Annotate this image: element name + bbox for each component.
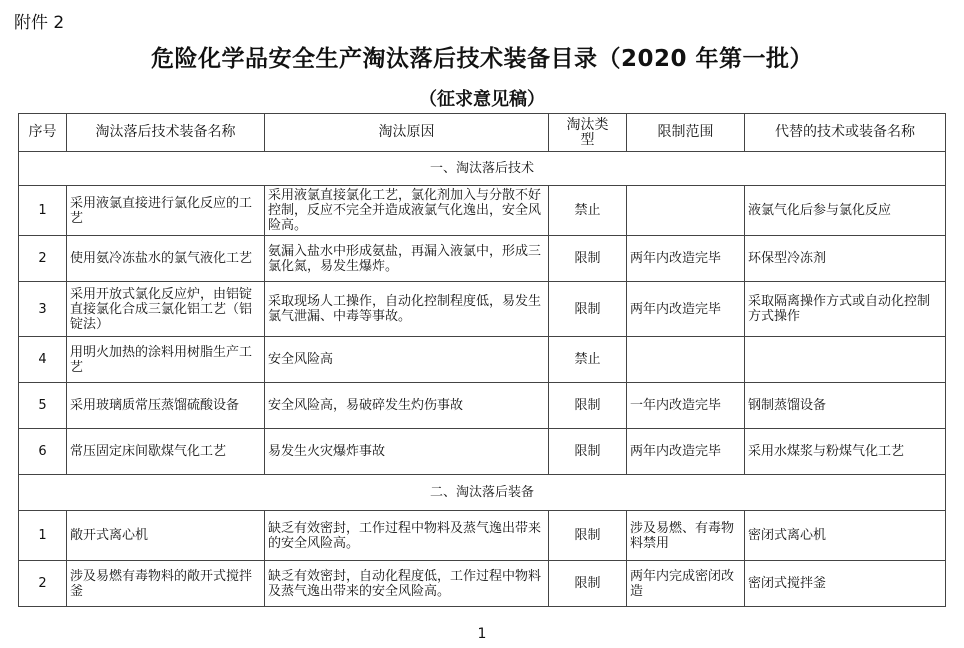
cell-scope xyxy=(627,337,745,383)
cell-replacement: 密闭式离心机 xyxy=(745,511,946,561)
cell-scope: 涉及易燃、有毒物料禁用 xyxy=(627,511,745,561)
section-heading: 一、淘汰落后技术 xyxy=(19,152,946,186)
cell-name: 敞开式离心机 xyxy=(67,511,265,561)
header-name: 淘汰落后技术装备名称 xyxy=(67,114,265,152)
cell-name: 采用液氯直接进行氯化反应的工艺 xyxy=(67,186,265,236)
header-replacement: 代替的技术或装备名称 xyxy=(745,114,946,152)
cell-reason: 安全风险高，易破碎发生灼伤事故 xyxy=(265,383,549,429)
page-number: 1 xyxy=(477,626,487,642)
header-reason: 淘汰原因 xyxy=(265,114,549,152)
cell-name: 涉及易燃有毒物料的敞开式搅拌釜 xyxy=(67,561,265,607)
cell-serial: 2 xyxy=(19,236,67,282)
cell-reason: 缺乏有效密封，自动化程度低，工作过程中物料及蒸气逸出带来的安全风险高。 xyxy=(265,561,549,607)
cell-name: 采用开放式氯化反应炉，由铝锭直接氯化合成三氯化铝工艺（铝锭法） xyxy=(67,282,265,337)
document-title: 危险化学品安全生产淘汰落后技术装备目录（2020 年第一批） xyxy=(150,46,814,72)
table-row xyxy=(19,429,946,475)
cell-replacement: 采取隔离操作方式或自动化控制方式操作 xyxy=(745,282,946,337)
cell-name: 采用玻璃质常压蒸馏硫酸设备 xyxy=(67,383,265,429)
cell-reason: 易发生火灾爆炸事故 xyxy=(265,429,549,475)
cell-reason: 氨漏入盐水中形成氨盐，再漏入液氯中，形成三氯化氮，易发生爆炸。 xyxy=(265,236,549,282)
cell-reason: 采取现场人工操作，自动化控制程度低，易发生氯气泄漏、中毒等事故。 xyxy=(265,282,549,337)
document-subtitle: （征求意见稿） xyxy=(419,89,545,110)
cell-type: 禁止 xyxy=(549,186,627,236)
cell-reason: 安全风险高 xyxy=(265,337,549,383)
cell-scope: 两年内改造完毕 xyxy=(627,282,745,337)
cell-serial: 2 xyxy=(19,561,67,607)
section-heading: 二、淘汰落后装备 xyxy=(19,475,946,511)
section-row xyxy=(19,152,946,186)
cell-scope: 两年内改造完毕 xyxy=(627,429,745,475)
cell-type: 限制 xyxy=(549,236,627,282)
cell-name: 用明火加热的涂料用树脂生产工艺 xyxy=(67,337,265,383)
table-row xyxy=(19,511,946,561)
table-row xyxy=(19,282,946,337)
table-row xyxy=(19,337,946,383)
cell-replacement: 液氯气化后参与氯化反应 xyxy=(745,186,946,236)
table-row xyxy=(19,561,946,607)
cell-type: 限制 xyxy=(549,511,627,561)
cell-replacement: 钢制蒸馏设备 xyxy=(745,383,946,429)
cell-type: 限制 xyxy=(549,383,627,429)
cell-reason: 采用液氯直接氯化工艺，氯化剂加入与分散不好控制，反应不完全并造成液氯气化逸出，安全风险高。 xyxy=(265,186,549,236)
cell-serial: 5 xyxy=(19,383,67,429)
section-row xyxy=(19,475,946,511)
attachment-label: 附件 2 xyxy=(14,13,65,33)
table-row xyxy=(19,236,946,282)
cell-serial: 1 xyxy=(19,511,67,561)
header-scope: 限制范围 xyxy=(627,114,745,152)
cell-serial: 4 xyxy=(19,337,67,383)
catalog-table xyxy=(18,113,946,607)
header-row xyxy=(19,114,946,152)
cell-type: 限制 xyxy=(549,282,627,337)
header-type: 淘汰类型 xyxy=(549,114,627,152)
header-serial: 序号 xyxy=(19,114,67,152)
cell-replacement xyxy=(745,337,946,383)
table-row xyxy=(19,383,946,429)
cell-type: 限制 xyxy=(549,429,627,475)
cell-serial: 1 xyxy=(19,186,67,236)
cell-scope xyxy=(627,186,745,236)
cell-name: 使用氨冷冻盐水的氯气液化工艺 xyxy=(67,236,265,282)
cell-scope: 两年内改造完毕 xyxy=(627,236,745,282)
cell-replacement: 环保型冷冻剂 xyxy=(745,236,946,282)
cell-type: 限制 xyxy=(549,561,627,607)
cell-scope: 两年内完成密闭改造 xyxy=(627,561,745,607)
cell-name: 常压固定床间歇煤气化工艺 xyxy=(67,429,265,475)
cell-scope: 一年内改造完毕 xyxy=(627,383,745,429)
cell-reason: 缺乏有效密封，工作过程中物料及蒸气逸出带来的安全风险高。 xyxy=(265,511,549,561)
cell-type: 禁止 xyxy=(549,337,627,383)
cell-serial: 6 xyxy=(19,429,67,475)
cell-replacement: 采用水煤浆与粉煤气化工艺 xyxy=(745,429,946,475)
table-row xyxy=(19,186,946,236)
cell-replacement: 密闭式搅拌釜 xyxy=(745,561,946,607)
cell-serial: 3 xyxy=(19,282,67,337)
